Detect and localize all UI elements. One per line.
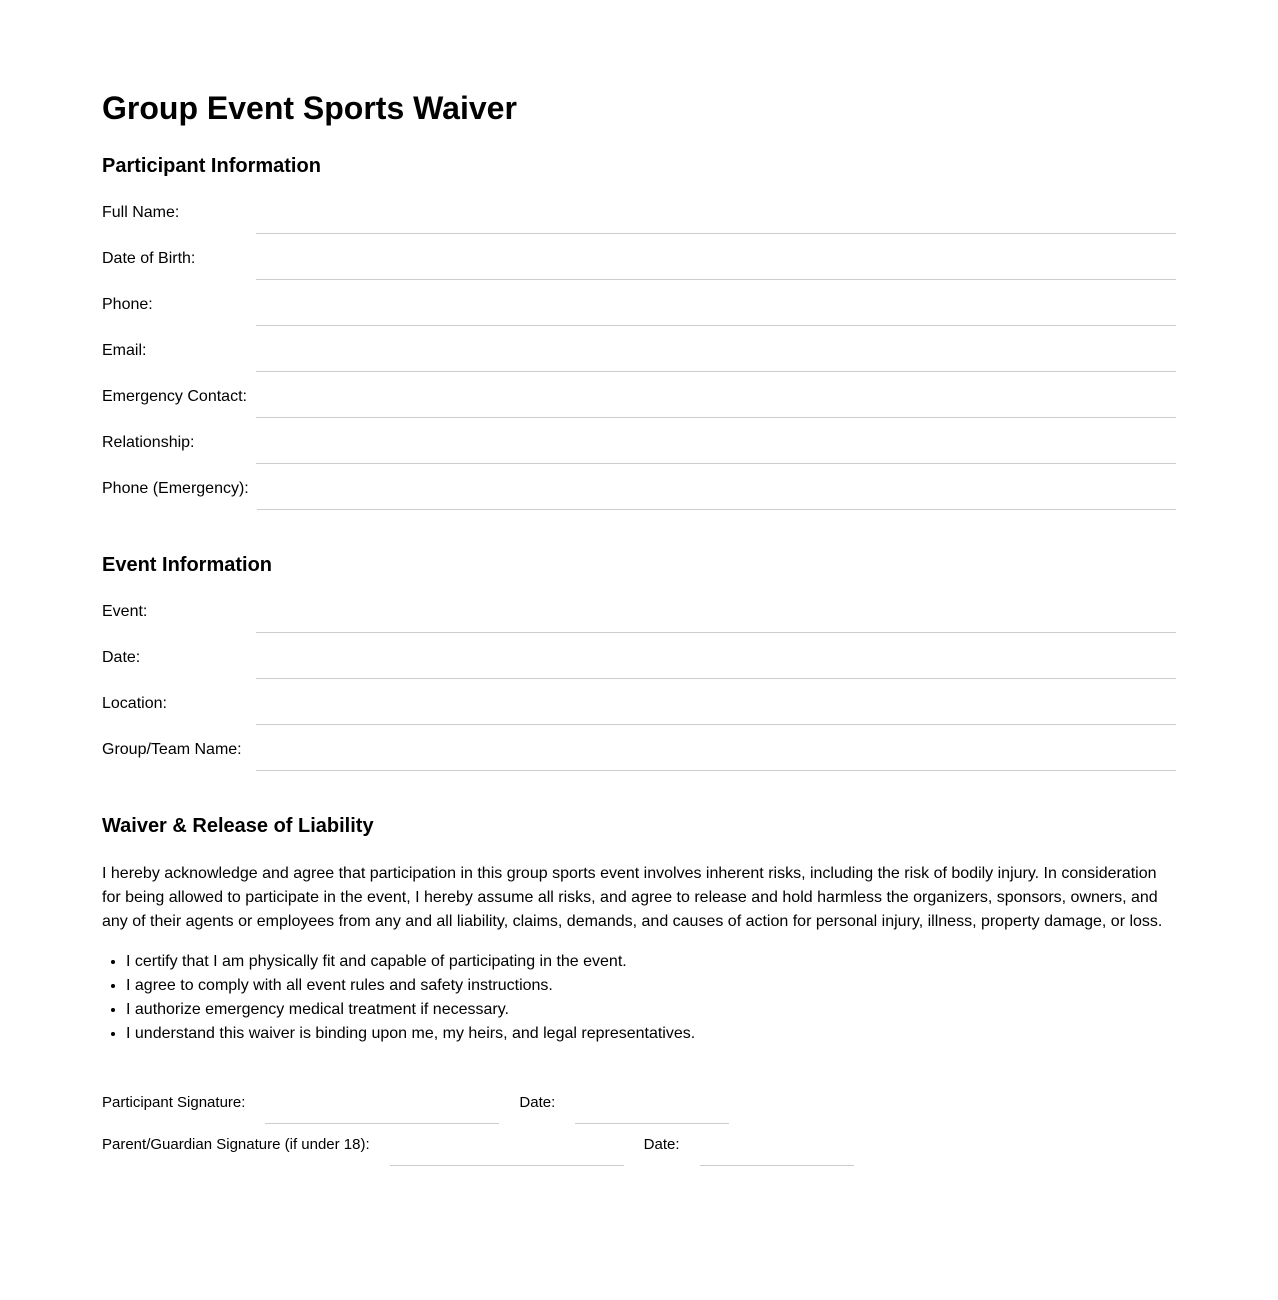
term-item: • I understand this waiver is binding upon me, my heirs, and legal representatives. — [126, 1022, 1176, 1046]
event-date-label: Date: — [102, 649, 141, 666]
event-fields — [102, 587, 1176, 771]
participant-signature-input[interactable] — [265, 1095, 499, 1124]
term-item: • I authorize emergency medical treatment if necessary. — [126, 998, 1176, 1022]
event-name-row — [102, 587, 1176, 633]
relationship-input[interactable] — [256, 435, 1176, 464]
relationship-row — [102, 418, 1176, 464]
event-date-row — [102, 633, 1176, 679]
waiver-terms-list — [102, 950, 1176, 1046]
guardian-signature-row — [102, 1124, 1176, 1166]
phone-input[interactable] — [256, 297, 1176, 326]
emergency-phone-row — [102, 464, 1176, 510]
phone-label: Phone: — [102, 296, 153, 313]
relationship-label: Relationship: — [102, 434, 195, 451]
emergency-contact-input[interactable] — [256, 389, 1176, 418]
email-label: Email: — [102, 342, 147, 359]
full-name-label: Full Name: — [102, 204, 180, 221]
guardian-date-label: Date: — [643, 1136, 680, 1153]
guardian-signature-input[interactable] — [390, 1137, 624, 1166]
participant-signature-row — [102, 1082, 1176, 1124]
date-of-birth-input[interactable] — [256, 251, 1176, 280]
location-row — [102, 679, 1176, 725]
full-name-input[interactable] — [256, 205, 1176, 234]
waiver-paragraph: I hereby acknowledge and agree that participation in this group sports event involves inherent risks, including the risk of bodily injury. In consideration for being allowed to participate in the event, I hereby assume all risks, and agree to release and hold harmless the organizers, sponsors, owners, and any of their agents or employees from any and all liability, claims, demands, and causes of action for personal injury, illness, property damage, or loss. — [102, 865, 1163, 930]
event-date-input[interactable] — [256, 650, 1176, 679]
location-input[interactable] — [256, 696, 1176, 725]
email-input[interactable] — [256, 343, 1176, 372]
waiver-section-heading: Waiver & Release of Liability — [102, 815, 374, 837]
guardian-date-input[interactable] — [700, 1137, 854, 1166]
guardian-signature-label: Parent/Guardian Signature (if under 18): — [102, 1136, 370, 1153]
participant-section-heading: Participant Information — [102, 155, 321, 177]
team-name-input[interactable] — [256, 742, 1176, 771]
signature-block — [102, 1082, 1176, 1166]
participant-fields — [102, 188, 1176, 510]
participant-date-label: Date: — [519, 1094, 556, 1111]
page-title: Group Event Sports Waiver — [102, 90, 517, 126]
participant-signature-label: Participant Signature: — [102, 1094, 246, 1111]
emergency-contact-label: Emergency Contact: — [102, 388, 247, 405]
phone-row — [102, 280, 1176, 326]
term-item: • I agree to comply with all event rules and safety instructions. — [126, 974, 1176, 998]
full-name-row — [102, 188, 1176, 234]
team-name-row — [102, 725, 1176, 771]
event-name-label: Event: — [102, 603, 148, 620]
emergency-contact-row — [102, 372, 1176, 418]
email-row — [102, 326, 1176, 372]
emergency-phone-label: Phone (Emergency): — [102, 480, 249, 497]
participant-date-input[interactable] — [575, 1095, 729, 1124]
event-section-heading: Event Information — [102, 554, 273, 576]
location-label: Location: — [102, 695, 167, 712]
term-item: • I certify that I am physically fit and capable of participating in the event. — [126, 950, 1176, 974]
date-of-birth-label: Date of Birth: — [102, 250, 196, 267]
event-name-input[interactable] — [256, 604, 1176, 633]
date-of-birth-row — [102, 234, 1176, 280]
team-name-label: Group/Team Name: — [102, 741, 242, 758]
emergency-phone-input[interactable] — [257, 481, 1176, 510]
